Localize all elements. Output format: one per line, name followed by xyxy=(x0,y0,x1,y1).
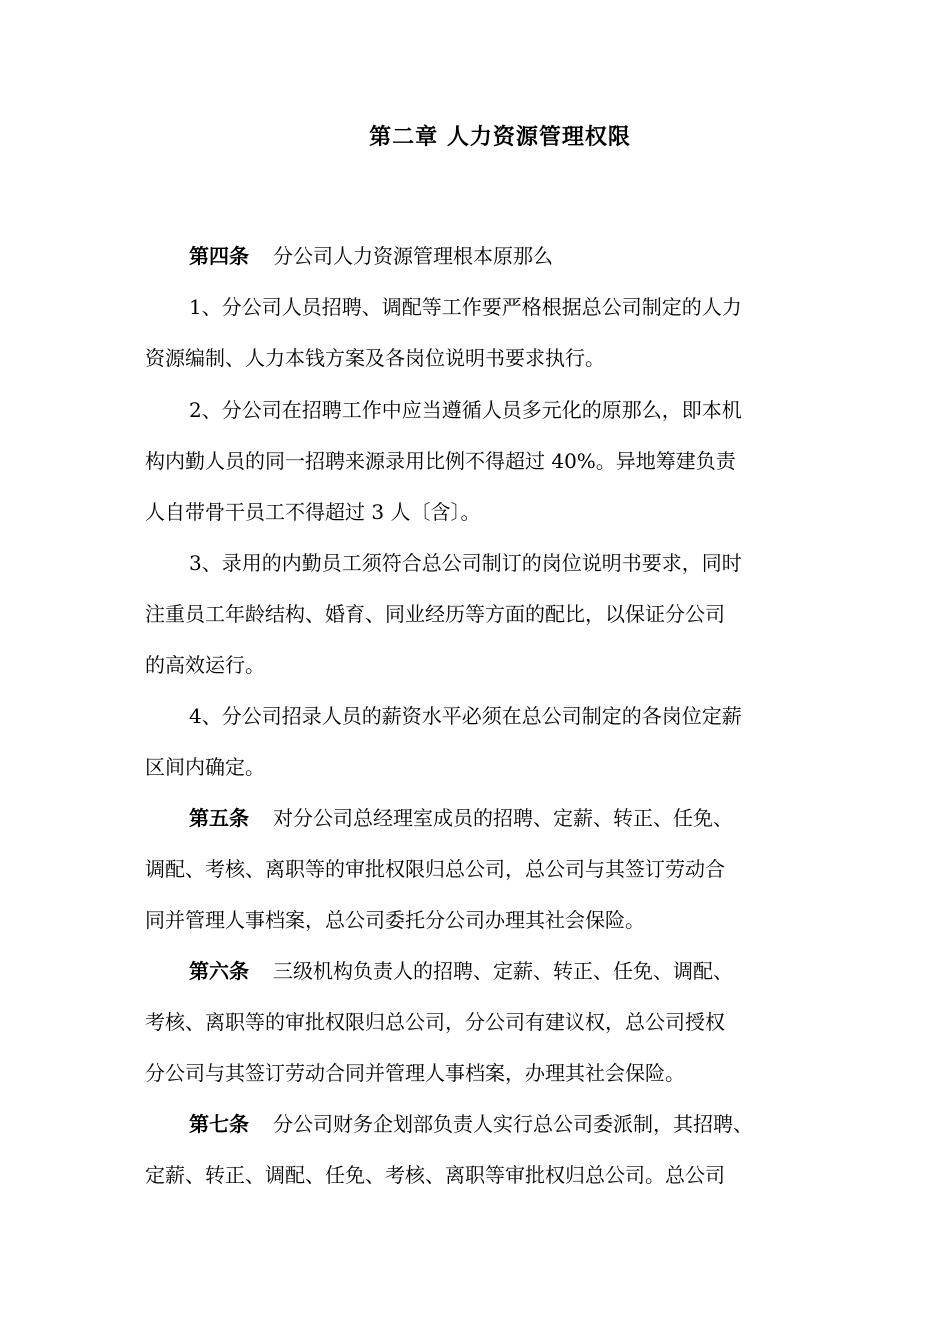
article-6-line-1 xyxy=(189,957,733,985)
article-7-text-1: 分公司财务企划部负责人实行总公司委派制，其招聘、 xyxy=(273,1112,753,1136)
article-7-label: 第七条 xyxy=(189,1112,249,1136)
article-5-text-1: 对分公司总经理室成员的招聘、定薪、转正、任免、 xyxy=(273,806,733,830)
article-4-item-4-line-2: 区间内确定。 xyxy=(145,755,265,779)
article-4-item-2-line-1: 2、分公司在招聘工作中应当遵循人员多元化的原那么，即本机 xyxy=(189,398,742,422)
article-4-heading: 分公司人力资源管理根本原那么 xyxy=(273,244,553,268)
article-5-line-3: 同并管理人事档案，总公司委托分公司办理其社会保险。 xyxy=(145,908,645,932)
article-4-item-1-line-2: 资源编制、人力本钱方案及各岗位说明书要求执行。 xyxy=(145,346,605,370)
article-6-line-2: 考核、离职等的审批权限归总公司，分公司有建议权，总公司授权 xyxy=(145,1010,725,1034)
article-5-line-1 xyxy=(189,804,733,832)
article-6-line-3: 分公司与其签订劳动合同并管理人事档案，办理其社会保险。 xyxy=(145,1061,685,1085)
article-7-line-2: 定薪、转正、调配、任免、考核、离职等审批权归总公司。总公司 xyxy=(145,1163,725,1187)
article-4-item-1-line-1: 1、分公司人员招聘、调配等工作要严格根据总公司制定的人力 xyxy=(189,295,742,319)
article-4-item-3-line-2: 注重员工年龄结构、婚育、同业经历等方面的配比，以保证分公司 xyxy=(145,602,725,626)
article-4-item-2-line-3: 人自带骨干员工不得超过 3 人〔含〕。 xyxy=(145,500,481,524)
article-4-item-2-line-2: 构内勤人员的同一招聘来源录用比例不得超过 40%。异地筹建负责 xyxy=(145,449,736,473)
article-4-item-3-line-3: 的高效运行。 xyxy=(145,653,265,677)
article-4-item-4-line-1: 4、分公司招录人员的薪资水平必须在总公司制定的各岗位定薪 xyxy=(189,704,742,728)
article-6-text-1: 三级机构负责人的招聘、定薪、转正、任免、调配、 xyxy=(273,959,733,983)
article-7-line-1 xyxy=(189,1110,753,1138)
chapter-title: 第二章 人力资源管理权限 xyxy=(369,124,631,150)
article-5-label: 第五条 xyxy=(189,806,249,830)
article-6-label: 第六条 xyxy=(189,959,249,983)
article-4-item-3-line-1: 3、录用的内勤员工须符合总公司制订的岗位说明书要求，同时 xyxy=(189,551,742,575)
article-5-line-2: 调配、考核、离职等的审批权限归总公司，总公司与其签订劳动合 xyxy=(145,857,725,881)
article-4-heading-line xyxy=(189,242,553,270)
article-4-label: 第四条 xyxy=(189,244,249,268)
